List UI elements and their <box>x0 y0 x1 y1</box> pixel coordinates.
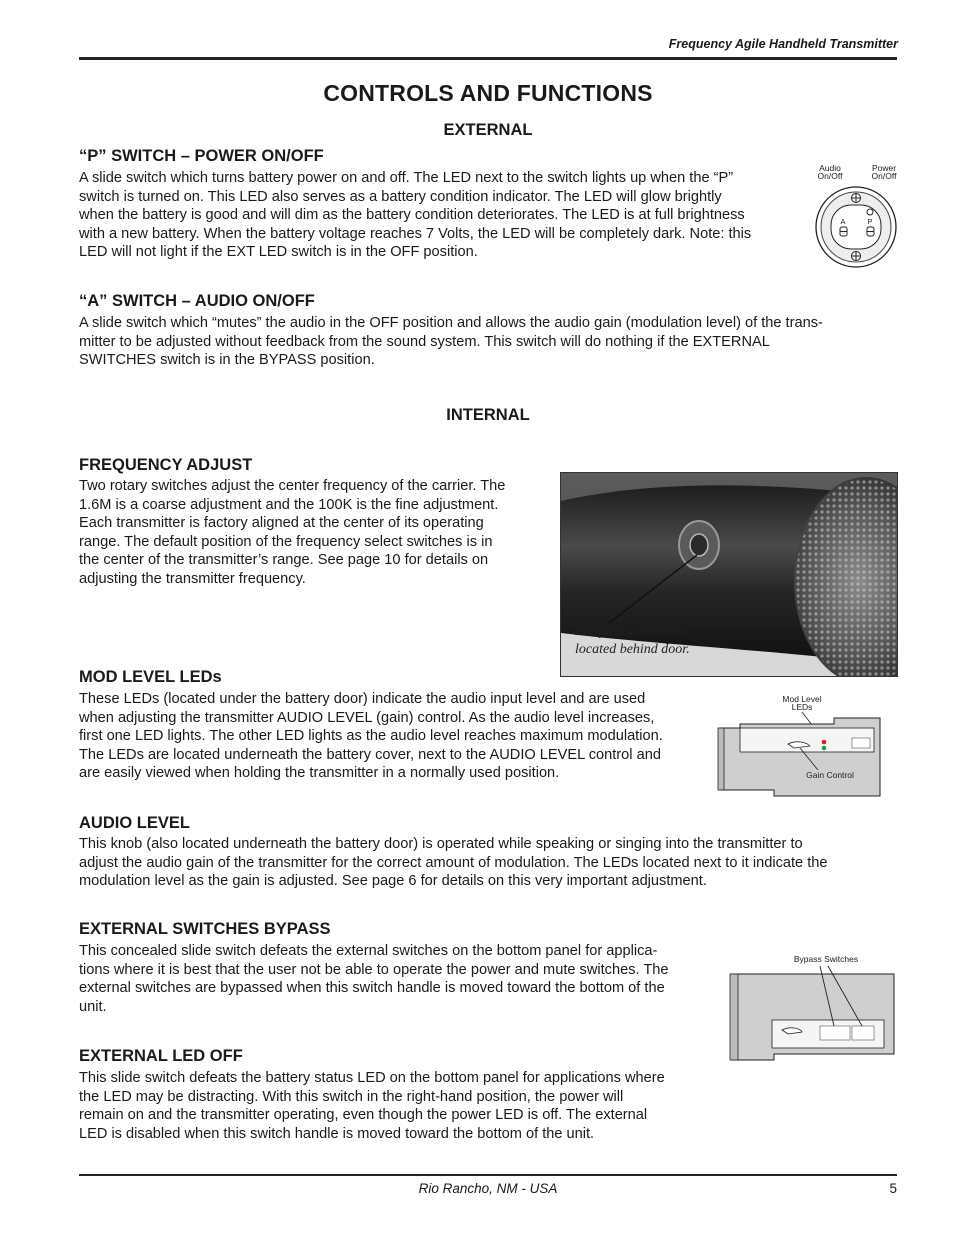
photo-caption-line: Frequency switches <box>575 624 686 639</box>
frequency-line: the center of the transmitter’s range. See page 10 for details on <box>79 552 489 569</box>
ext-led-line: remain on and the transmitter operating, even though the power LED is off. The external <box>79 1107 648 1124</box>
gain-control-label: Gain Control <box>806 770 854 780</box>
page-title: CONTROLS AND FUNCTIONS <box>323 80 653 106</box>
header-rule <box>79 57 897 60</box>
panel-edge <box>730 974 738 1060</box>
bypass-switch-plate <box>820 1026 850 1040</box>
audio-label: Audio <box>819 163 841 173</box>
ext-bypass-line: tions where it is best that the user not be able to operate the power and mute switches. The <box>79 961 669 978</box>
footer-rule <box>79 1174 897 1176</box>
ext-bypass-line: unit. <box>79 998 107 1015</box>
ext-led-heading: EXTERNAL LED OFF <box>79 1047 243 1065</box>
letter-a: A <box>840 217 846 226</box>
mod-level-text <box>79 690 663 783</box>
ext-led-line: This slide switch defeats the battery status LED on the bottom panel for applications where <box>79 1070 665 1086</box>
audio-level-line: modulation level as the gain is adjusted. See page 6 for details on this very important adjustment. <box>79 873 707 890</box>
audio-level-line: This knob (also located underneath the battery door) is operated while speaking or singing into the transmitter to <box>79 836 803 852</box>
frequency-line: adjusting the transmitter frequency. <box>79 570 306 587</box>
mod-level-line: are easily viewed when holding the transmitter in a normally used position. <box>79 765 560 782</box>
frequency-line: range. The default position of the frequency select switches is in <box>79 533 493 550</box>
audio-level-line: adjust the audio gain of the transmitter for the correct amount of modulation. The LEDs located next to it indicate the <box>79 854 828 871</box>
p-switch-line: with a new battery. When the battery voltage reaches 7 Volts, the LED will be completely dark. Note: this <box>79 225 752 242</box>
section-internal: INTERNAL <box>446 406 530 424</box>
p-switch-line: when the battery is good and will dim as the battery condition deteriorates. The LED is at full brightness <box>79 207 745 224</box>
audio-level-heading: AUDIO LEVEL <box>79 814 190 832</box>
bypass-switches-diagram <box>728 950 898 1062</box>
ext-led-line: the LED may be distracting. With this switch in the right-hand position, the power will <box>79 1088 624 1105</box>
mod-level-line: The LEDs are located underneath the battery cover, next to the AUDIO LEVEL control and <box>79 746 661 763</box>
frequency-line: Each transmitter is factory aligned at the center of its operating <box>79 515 484 532</box>
ext-bypass-line: This concealed slide switch defeats the external switches on the bottom panel for applica- <box>79 943 658 959</box>
a-switch-heading: “A” SWITCH – AUDIO ON/OFF <box>79 292 315 310</box>
p-switch-line: A slide switch which turns battery power on and off. The LED next to the switch lights up when the “P” <box>79 170 734 186</box>
transmitter-photo <box>560 472 898 677</box>
switch-panel-diagram <box>808 160 904 270</box>
mod-level-diagram <box>714 692 896 802</box>
audio-level-label-plate <box>852 738 870 748</box>
ext-bypass-line: external switches are bypassed when this switch handle is moved toward the bottom of the <box>79 980 665 997</box>
power-label: Power <box>871 163 897 173</box>
frequency-line: Two rotary switches adjust the center frequency of the carrier. The <box>79 478 506 494</box>
panel-edge <box>718 728 724 790</box>
p-switch-line: LED will not light if the EXT LED switch is in the OFF position. <box>79 244 478 261</box>
a-switch-line: SWITCHES switch is in the BYPASS position. <box>79 352 375 369</box>
mod-level-leds-label: LEDs <box>791 702 813 712</box>
running-header: Frequency Agile Handheld Transmitter <box>668 37 898 51</box>
led-off-switch-plate <box>852 1026 874 1040</box>
power-label: On/Off <box>871 171 897 181</box>
frequency-adjust-heading: FREQUENCY ADJUST <box>79 456 253 474</box>
p-switch-text <box>79 169 751 262</box>
photo-caption <box>575 623 690 659</box>
mod-level-line: first one LED lights. The other LED lights as the audio level reaches maximum modulation. <box>79 728 663 745</box>
mod-led-green <box>822 746 827 751</box>
footer-location: Rio Rancho, NM - USA <box>418 1181 558 1196</box>
frequency-adjust-text <box>79 477 505 589</box>
page-number: 5 <box>889 1181 897 1196</box>
photo-caption-line: located behind door. <box>575 642 690 657</box>
ext-led-text <box>79 1069 665 1143</box>
ext-bypass-text <box>79 942 669 1016</box>
mod-led-red <box>822 740 827 745</box>
mod-level-heading: MOD LEVEL LEDs <box>79 668 222 686</box>
audio-label: On/Off <box>817 171 843 181</box>
mod-level-line: when adjusting the transmitter AUDIO LEVEL (gain) control. As the audio level increases, <box>79 709 655 726</box>
a-switch-line: A slide switch which “mutes” the audio in the OFF position and allows the audio gain (modulation level) of the trans- <box>79 315 823 331</box>
a-switch-text <box>79 314 823 370</box>
ext-led-line: LED is disabled when this switch handle is moved toward the bottom of the unit. <box>79 1125 595 1142</box>
mod-level-line: These LEDs (located under the battery door) indicate the audio input level and are used <box>79 691 646 707</box>
audio-level-text <box>79 835 828 891</box>
p-switch-heading: “P” SWITCH – POWER ON/OFF <box>79 147 324 165</box>
section-external: EXTERNAL <box>443 121 533 139</box>
frequency-line: 1.6M is a coarse adjustment and the 100K is the fine adjustment. <box>79 496 499 513</box>
power-led-icon <box>867 209 873 215</box>
letter-p: P <box>867 217 873 226</box>
bypass-switches-label: Bypass Switches <box>793 954 859 964</box>
a-switch-line: mitter to be adjusted without feedback from the sound system. This switch will do nothing if the EXTERNAL <box>79 333 770 350</box>
mod-level-leds-label: Mod Level <box>782 694 822 704</box>
ext-bypass-heading: EXTERNAL SWITCHES BYPASS <box>79 920 331 938</box>
p-switch-line: switch is turned on. This LED also serves as a battery condition indicator. The LED will glow brightly <box>79 188 722 205</box>
frequency-door-knob <box>690 534 708 556</box>
